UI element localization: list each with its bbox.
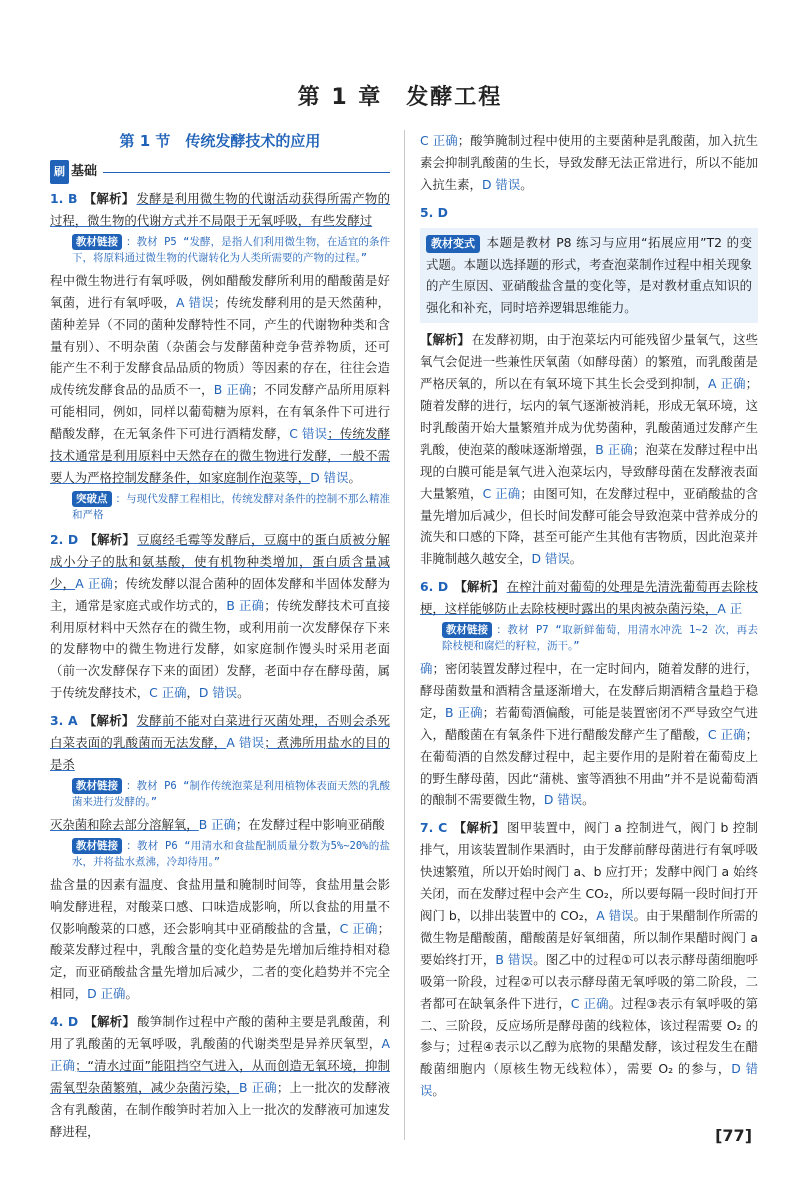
answer-text: ；酸笋腌制过程中使用的主要菌种是乳酸菌，加入抗生素会抑制乳酸菌的生长，导致发酵无法正常进行，所以不能加入抗生素， [420, 133, 758, 192]
answer-text: 程中微生物进行有氧呼吸，例如醋酸发酵所利用的醋酸菌是好氧菌，进行有氧呼吸， [50, 272, 390, 310]
note-text: ：教材 P6 “制作传统泡菜是利用植物体表面天然的乳酸菌来进行发酵的。” [72, 779, 390, 808]
answer-number: 3. A [50, 713, 78, 729]
answer-number: 1. B [50, 191, 78, 206]
analysis-tag: 【解析】 [454, 579, 505, 595]
answer-3 [50, 710, 390, 1005]
jichu-badge: 刷 [50, 160, 69, 184]
answer-text: 灭杂菌和除去部分溶解氧， [50, 816, 199, 832]
answer-text: 。过程③表示有氧呼吸的第二、三阶段，反应场所是酵母菌的线粒体，该过程需要 O₂ 的参与；过程④表示以乙醇为底物的果醋发酵，该过程发生在醋酸菌细胞内（原核生物无线粒体），需要 O₂ 的参与， [420, 995, 759, 1077]
answer-text: 。 [125, 986, 138, 1002]
verdict: D 错误 [310, 469, 349, 485]
verdict: C 正确 [482, 485, 521, 501]
analysis-tag: 【解析】 [83, 191, 135, 206]
variant-text: 本题是教材 P8 练习与应用“拓展应用”T2 的变式题。本题以选择题的形式，考查泡菜制作过程中相关现象的产生原因、亚硝酸盐含量的变化等，是对教材重点知识的强化和补充，同时培养逻辑思维能力。 [426, 234, 752, 316]
answer-text: 。 [348, 469, 361, 485]
textbook-link-note [72, 778, 390, 810]
note-badge: 教材链接 [72, 234, 122, 250]
chapter-title: 第 1 章 发酵工程 [297, 85, 503, 110]
verdict: C 正确 [339, 920, 378, 936]
jichu-label: 基础 [71, 164, 98, 180]
answer-text: ；泡菜在发酵过程中出现的白膜可能是氧气进入泡菜坛内，导致酵母菌在发酵液表面大量繁殖， [420, 441, 759, 501]
verdict: 确 [420, 661, 433, 677]
column-divider [404, 130, 405, 1140]
jichu-header [50, 162, 390, 182]
jichu-rule [103, 172, 390, 173]
note-text: ：与现代发酵工程相比，传统发酵对条件的控制不那么精准和严格 [72, 492, 390, 521]
analysis-tag: 【解析】 [453, 820, 506, 836]
answer-2 [50, 529, 390, 704]
answer-text: ；由图可知，在发酵过程中，亚硝酸盐的含量先增加后减少，但长时间发酵可能会导致泡菜中营养成分的流失和口感的下降，甚至可能产生其他有害物质，因此泡菜并非腌制越久越安全， [420, 485, 758, 567]
note-badge: 教材链接 [72, 778, 122, 794]
analysis-tag: 【解析】 [84, 531, 136, 547]
answer-text: 。 [582, 792, 595, 808]
answer-text: ；不同发酵产品所用原料可能相同，例如，同样以葡萄糖为原料，在有氧条件下可进行醋酸发酵，在无氧条件下可进行酒精发酵， [50, 382, 390, 442]
answer-text: 发酵前不能对白菜进行灭菌处理，否则会杀死白菜表面的乳酸菌而无法发酵， [50, 713, 391, 751]
answer-1 [50, 188, 390, 523]
analysis-tag: 【解析】 [83, 713, 135, 729]
answer-number: 7. C [420, 820, 448, 836]
note-text: ：教材 P7 “取新鲜葡萄，用清水冲洗 1~2 次，再去除枝梗和腐烂的籽粒，沥干。” [442, 624, 758, 653]
answer-text: 。 [520, 176, 533, 192]
verdict: D 错误 [420, 1061, 758, 1099]
answer-text: 在发酵初期，由于泡菜坛内可能残留少量氧气，这些氧气会促进一些兼性厌氧菌（如酵母菌）的繁殖，而乳酸菌是严格厌氧的，所以在有氧环境下其生长会受到抑制， [420, 332, 759, 392]
verdict: B 正确 [226, 597, 265, 613]
verdict: C 正确 [420, 133, 458, 148]
answer-6 [420, 576, 758, 811]
answer-number: 4. D [50, 1014, 79, 1030]
answer-7 [420, 817, 758, 1102]
textbook-link-note [72, 838, 390, 870]
answer-text: 发酵是利用微生物的代谢活动获得所需产物的过程，微生物的代谢方式并不局限于无氧呼吸，有些发酵过 [50, 191, 391, 228]
answer-text: ， [186, 685, 199, 701]
answer-text: ；传统发酵利用的是天然菌种，菌种差异（不同的菌种发酵特性不同，产生的代谢物种类和含量有别）、不明杂菌（杂菌会与发酵菌种竞争营养物质，还可能产生不利于发酵食品品质的物质）等因素的存在，往往会造成传统发酵食品的品质不一， [50, 294, 391, 398]
answer-text: 在榨汁前对葡萄的处理是先清洗葡萄再去除枝梗，这样能够防止去除枝梗时露出的果肉被杂菌污染， [420, 579, 758, 617]
note-badge: 教材链接 [72, 838, 122, 854]
answer-text: ；“清水过面”能阻挡空气进入，从而创造无氧环境，抑制需氧型杂菌繁殖，减少杂菌污染， [50, 1058, 391, 1095]
note-text: ：教材 P5 “发酵，是指人们利用微生物，在适宜的条件下，将原料通过微生物的代谢转化为人类所需要的产物的过程。” [72, 235, 390, 264]
verdict: B 正确 [595, 441, 633, 457]
verdict: A 错误 [176, 294, 214, 310]
note-badge: 突破点 [72, 491, 112, 507]
answer-text: ；在葡萄酒的自然发酵过程中，起主要作用的是附着在葡萄皮上的野生酵母菌，因此“蒲桃、蜜等酒独不用曲”并不是说葡萄酒的酿制不需要微生物， [420, 726, 758, 808]
textbook-link-note [442, 622, 758, 654]
answer-text: 。 [569, 551, 583, 567]
verdict: A 错误 [596, 908, 634, 923]
textbook-variant-box [420, 228, 758, 324]
verdict: C 错误 [289, 426, 328, 442]
verdict: A 正确 [50, 1036, 390, 1073]
answer-text: 酸笋制作过程中产酸的菌种主要是乳酸菌，利用了乳酸菌的无氧呼吸，乳酸菌的代谢类型是异养厌氧型， [50, 1014, 391, 1052]
analysis-tag: 【解析】 [420, 332, 470, 348]
answer-text: ；随着发酵的进行，坛内的氧气逐渐被消耗，形成无氧环境，这时乳酸菌开始大量繁殖并成为优势菌种，乳酸菌通过发酵产生乳酸，使泡菜的酸味逐渐增强， [420, 376, 758, 457]
answer-text: ；上一批次的发酵液含有乳酸菌，在制作酸笋时若加入上一批次的发酵液可加速发酵进程， [50, 1079, 391, 1139]
answer-text: ；传统发酵技术通常是利用原料中天然存在的微生物进行发酵，一般不需要人为严格控制发酵条件，如家庭制作泡菜等， [50, 426, 391, 485]
verdict: D 错误 [531, 551, 570, 567]
verdict: B 正确 [238, 1079, 277, 1095]
analysis-tag: 【解析】 [84, 1014, 136, 1030]
note-badge: 教材链接 [442, 622, 492, 638]
verdict: A 错误 [226, 735, 265, 751]
answer-5 [420, 202, 758, 571]
verdict: A 正确 [708, 376, 746, 392]
answer-text: 盐含量的因素有温度、食盐用量和腌制时间等，食盐用量会影响发酵进程，对酸菜口感、口味造成影响，所以食盐的用量不仅影响酸菜的口感，还会影响其中亚硝酸盐的含量， [50, 876, 390, 936]
answer-4 [50, 1011, 390, 1142]
right-column [420, 130, 758, 1108]
verdict: B 错误 [495, 951, 534, 967]
verdict: D 错误 [543, 792, 583, 808]
page-number: [77] [715, 1126, 752, 1145]
verdict: B 正确 [213, 382, 252, 398]
verdict: B 正确 [445, 704, 483, 720]
verdict: D 正确 [87, 986, 126, 1002]
answer-text: ；传统发酵技术可直接利用原材料中天然存在的微生物，或利用前一次发酵保存下来的发酵物中的微生物进行发酵，如家庭制作馒头时采用老面（前一次发酵保存下来的面团）发酵，老面中存在酵母菌，属于传统发酵技术， [50, 597, 390, 701]
answer-text: ；在发酵过程中影响亚硝酸 [235, 816, 385, 832]
verdict: C 正确 [707, 726, 746, 742]
answer-4-continued [420, 130, 758, 196]
textbook-link-note [72, 234, 390, 266]
left-column [50, 130, 390, 1149]
answer-text: ；煮沸所用盐水的目的是杀 [50, 735, 391, 772]
answer-text: ；密闭装置发酵过程中，在一定时间内，随着发酵的进行，酵母菌数量和酒精含量逐渐增大，在发酵后期酒精含量趋于稳定， [420, 661, 759, 720]
answer-text: ；传统发酵以混合菌种的固体发酵和半固体发酵为主，通常是家庭式或作坊式的， [50, 575, 391, 613]
answer-text: 。由于果醋制作所需的微生物是醋酸菌，醋酸菌是好氧细菌，所以制作果醋时阀门 a 要始终打开， [420, 908, 758, 967]
answer-text: 。图乙中的过程①可以表示酵母菌细胞呼吸第一阶段，过程②可以表示酵母菌无氧呼吸的第二阶段，二者都可在缺氧条件下进行， [420, 951, 758, 1011]
answer-number: 6. D [420, 579, 449, 595]
answer-text: 图甲装置中，阀门 a 控制进气，阀门 b 控制排气，用该装置制作果酒时，由于发酵前酵母菌进行有氧呼吸快速繁殖，所以开始时阀门 a、b 应打开；发酵中阀门 a 始终关闭，而在发酵过程中会产生 CO₂，所以要每隔一段时间打开阀门 b，以排出装置中的 CO₂， [420, 820, 758, 923]
answer-text: 。 [432, 1083, 445, 1099]
answer-number: 5. D [420, 204, 448, 220]
verdict: D 错误 [481, 176, 521, 192]
section-title: 第 1 节 传统发酵技术的应用 [119, 132, 321, 150]
answer-text: 。 [237, 685, 250, 701]
note-text: ：教材 P6 “用清水和食盐配制质量分数为5%~20%的盐水，并将盐水煮沸，冷却待用。” [72, 839, 390, 868]
verdict: D 错误 [198, 685, 238, 701]
verdict: A 正确 [75, 575, 114, 591]
variant-badge: 教材变式 [426, 235, 480, 253]
breakthrough-note [72, 491, 390, 523]
answer-text: ；酸菜发酵过程中，乳酸含量的变化趋势是先增加后维持相对稳定，而亚硝酸盐含量先增加后减少，二者的变化趋势并不完全相同， [50, 920, 391, 1002]
answer-text: 豆腐经毛霉等发酵后，豆腐中的蛋白质被分解成小分子的肽和氨基酸，使有机物种类增加，蛋白质含量减少， [50, 531, 391, 591]
verdict: C 正确 [570, 995, 609, 1011]
answer-text: ；若葡萄酒偏酸，可能是装置密闭不严导致空气进入，醋酸菌在有氧条件下进行醋酸发酵产生了醋酸， [420, 704, 759, 742]
answer-number: 2. D [50, 531, 79, 547]
verdict: C 正确 [149, 685, 187, 701]
verdict: A 正 [717, 601, 743, 617]
verdict: B 正确 [198, 816, 236, 832]
